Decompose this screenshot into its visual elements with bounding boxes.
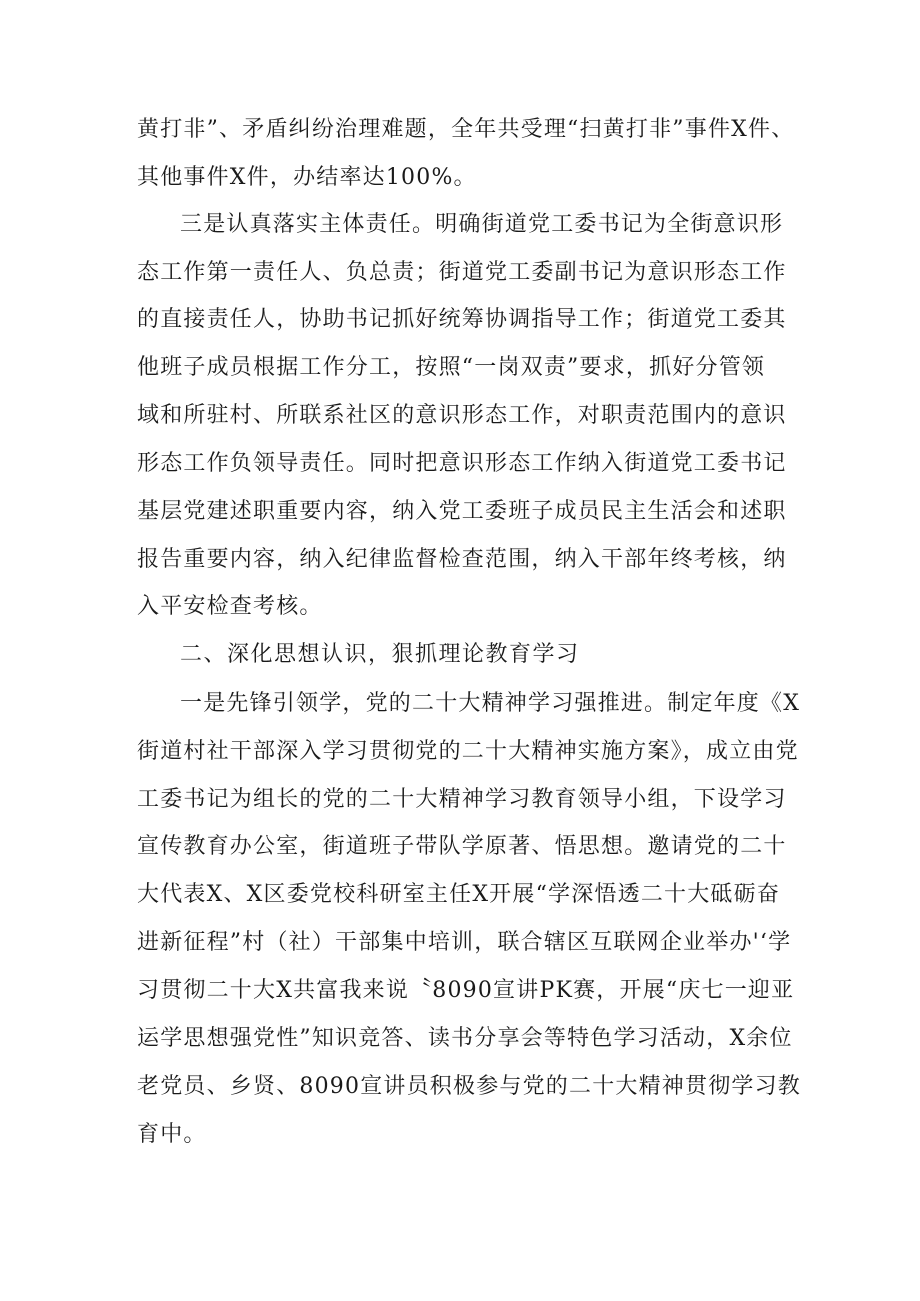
text-line: 形态工作负领导责任。同时把意识形态工作纳入街道党工委书记: [137, 451, 787, 476]
paragraph-start-line: 一是先锋引领学，党的二十大精神学习强推进。制定年度《X: [180, 691, 801, 716]
text-line: 老党员、乡贤、8090宣讲员积极参与党的二十大精神贯彻学习教: [137, 1074, 801, 1099]
text-line: 进新征程”村（社）干部集中培训，联合辖区互联网企业举办'‘学: [137, 930, 792, 955]
text-line: 他班子成员根据工作分工，按照“一岗双责”要求，抓好分管领: [137, 355, 766, 380]
text-line: 育中。: [137, 1122, 207, 1147]
text-line: 运学思想强党性”知识竞答、读书分享会等特色学习活动，X余位: [137, 1026, 793, 1051]
section-heading: 二、深化思想认识，狠抓理论教育学习: [180, 642, 580, 667]
text-line: 宣传教育办公室，街道班子带队学原著、悟思想。邀请党的二十: [137, 834, 787, 859]
text-line: 街道村社干部深入学习贯彻党的二十大精神实施方案》，成立由党: [137, 739, 799, 764]
text-line: 黄打非”、矛盾纠纷治理难题，全年共受理“扫黄打非”事件X件、: [137, 117, 795, 142]
text-line: 的直接责任人，协助书记抓好统筹协调指导工作；街道党工委其: [137, 307, 787, 332]
text-line: 习贯彻二十大X共富我来说〝8090宣讲PK赛，开展“庆七一迎亚: [137, 978, 795, 1003]
text-line: 基层党建述职重要内容，纳入党工委班子成员民主生活会和述职: [137, 499, 787, 524]
text-line: 态工作第一责任人、负总责；街道党工委副书记为意识形态工作: [137, 260, 787, 285]
text-line: 工委书记为组长的党的二十大精神学习教育领导小组，下设学习: [137, 787, 787, 812]
paragraph-start-line: 三是认真落实主体责任。明确街道党工委书记为全街意识形: [180, 212, 784, 237]
text-line: 其他事件X件，办结率达100%。: [137, 165, 477, 190]
text-line: 大代表X、X区委党校科研室主任X开展“学深悟透二十大砥砺奋: [137, 882, 781, 907]
text-line: 报告重要内容，纳入纪律监督检查范围，纳入干部年终考核，纳: [137, 547, 787, 572]
text-line: 入平安检查考核。: [137, 594, 323, 619]
text-line: 域和所驻村、所联系社区的意识形态工作，对职责范围内的意识: [137, 403, 787, 428]
